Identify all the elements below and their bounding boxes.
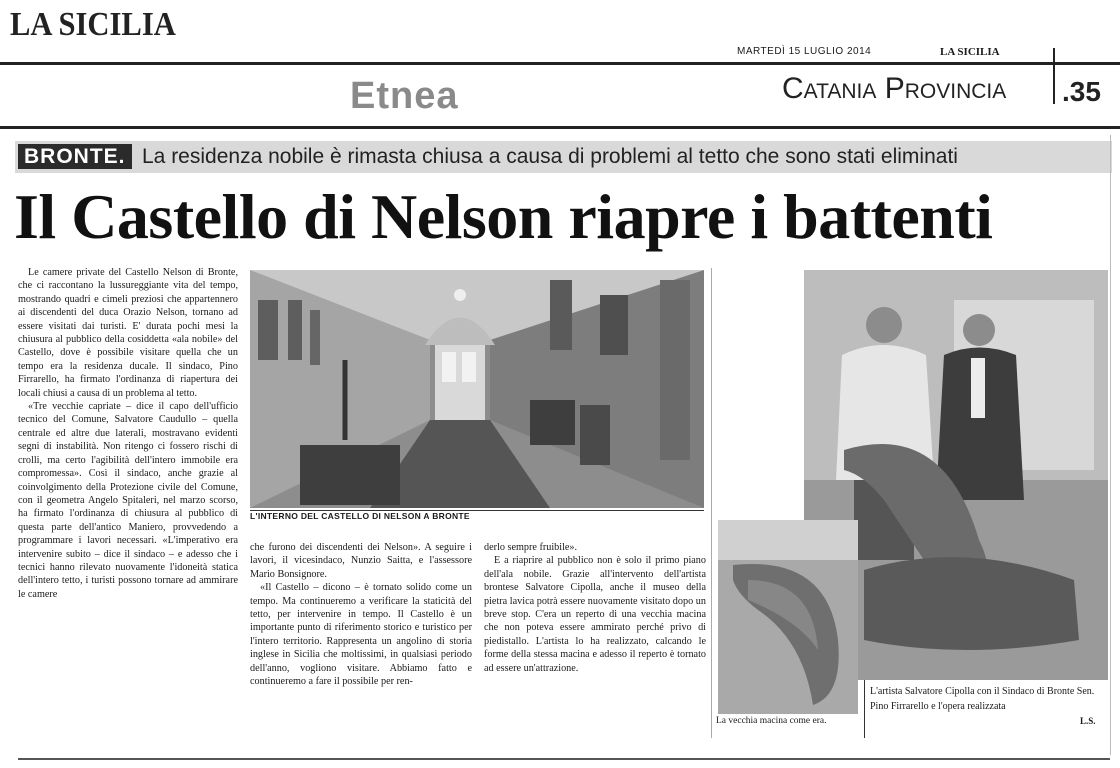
caption-divider [864, 680, 865, 738]
corridor-caption-text: L'INTERNO DEL CASTELLO DI NELSON A BRONTE [250, 511, 470, 521]
issue-date: MARTEDÌ 15 LUGLIO 2014 [737, 46, 872, 57]
newspaper-masthead: LA SICILIA [10, 6, 176, 43]
page-number: .35 [1062, 76, 1101, 107]
corridor-photo [250, 270, 704, 508]
article-headline: Il Castello di Nelson riapre i battenti [14, 181, 993, 252]
kicker-subheadline: La residenza nobile è rimasta chiusa a causa di problemi al tetto che sono stati eliminati [142, 145, 958, 168]
kicker-location-tag: BRONTE. [18, 144, 132, 169]
article-column-2 [250, 541, 472, 688]
paragraph: «Il Castello – dicono – è tornato solido come un tempo. Ma continueremo a verificare la staticità del tetto, per intervenire in tempo. Il Castello è un importante punto di riferimento storico e turistico per l'intero territorio. Rappresenta un angolino di storia inglese in Sicilia che moltissimi, in qualsiasi periodo dell'anno, vogliono visitare. Abbiamo fatto e continueremo a fare il possibile per ren- [250, 582, 472, 688]
header-divider [1053, 48, 1055, 104]
paragraph: E a riaprire al pubblico non è solo il primo piano dell'ala nobile. Grazie all'intervento dell'artista brontese Salvatore Cipolla, anche il museo della pietra lavica potrà essere nuovamente visitato dopo un breve stop. C'era un reperto di una vecchia macina che non poteva essere ammirato perché privo di piedistallo. L'artista lo ha realizzato, calcando le forme della stessa macina e adesso il reperto è tornato ad essere un'attrazione. [484, 555, 706, 674]
paragraph: Le camere private del Castello Nelson di Bronte, che ci raccontano la lussureggiante vita del tempo, mostrando quadri e cimeli preziosi che appartennero ai discendenti del duca Orazio Nelson, tornano ad essere visitati dai turisti. E' durata pochi mesi la chiusura al pubblico della cosiddetta «ala nobile» del Castello, dove è possibile visitare quella che un tempo era la residenza ducale. Il sindaco, Pino Firrarello, ha firmato l'ordinanza di riapertura dei locali chiusi a causa di un problema al tetto. [18, 267, 238, 399]
corridor-caption [250, 510, 704, 523]
author-signature: L.S. [1080, 716, 1096, 726]
paragraph: «Tre vecchie capriate – dice il capo dell'ufficio tecnico del Comune, Salvatore Caudullo – quella centrale ed altre due laterali, mostravano evidenti segni di instabilità. Non ritengo ci fossero rischi di crolli, ma certo l'agibilità dell'intero immobile era compromessa». Così il sindaco, anche grazie al coinvolgimento della Protezione civile del Comune, con il geometra Angelo Spitaleri, nel marzo scorso, ha firmato l'ordinanza di chiusura al pubblico di questa parte dell'antico Maniero, provvedendo a programmare i lavori necessari. «L'imperativo era intervenire subito – dice il sindaco – e adesso che i tecnici hanno rilevato nuovamente l'idoneità statica dell'intero tetto, i turisti possono tornare ad ammirare le camere [18, 401, 238, 600]
artist-caption: L'artista Salvatore Cipolla con il Sindaco di Bronte Sen. Pino Firrarello e l'opera realizzata [870, 686, 1095, 712]
article-column-1 [18, 266, 238, 601]
section-rule [0, 126, 1120, 129]
region-title: Catania Provincia [782, 72, 1007, 105]
page-bottom-rule [18, 758, 1110, 760]
corridor-photo-illustration [250, 270, 704, 508]
page-side-rule [1110, 135, 1111, 755]
section-title: Etnea [350, 75, 459, 117]
millstone-caption: La vecchia macina come era. [716, 716, 827, 726]
article-column-3 [484, 541, 706, 675]
paragraph: derlo sempre fruibile». [484, 542, 578, 553]
millstone-illustration [718, 520, 858, 714]
paper-name-small: LA SICILIA [940, 46, 1000, 58]
column-divider [711, 268, 712, 738]
paragraph: che furono dei discendenti dei Nelson». A seguire i lavori, il vicesindaco, Nunzio Saitta, e l'assessore Mario Bonsignore. [250, 542, 472, 580]
old-millstone-photo [718, 520, 858, 714]
header-rule [0, 62, 1120, 65]
